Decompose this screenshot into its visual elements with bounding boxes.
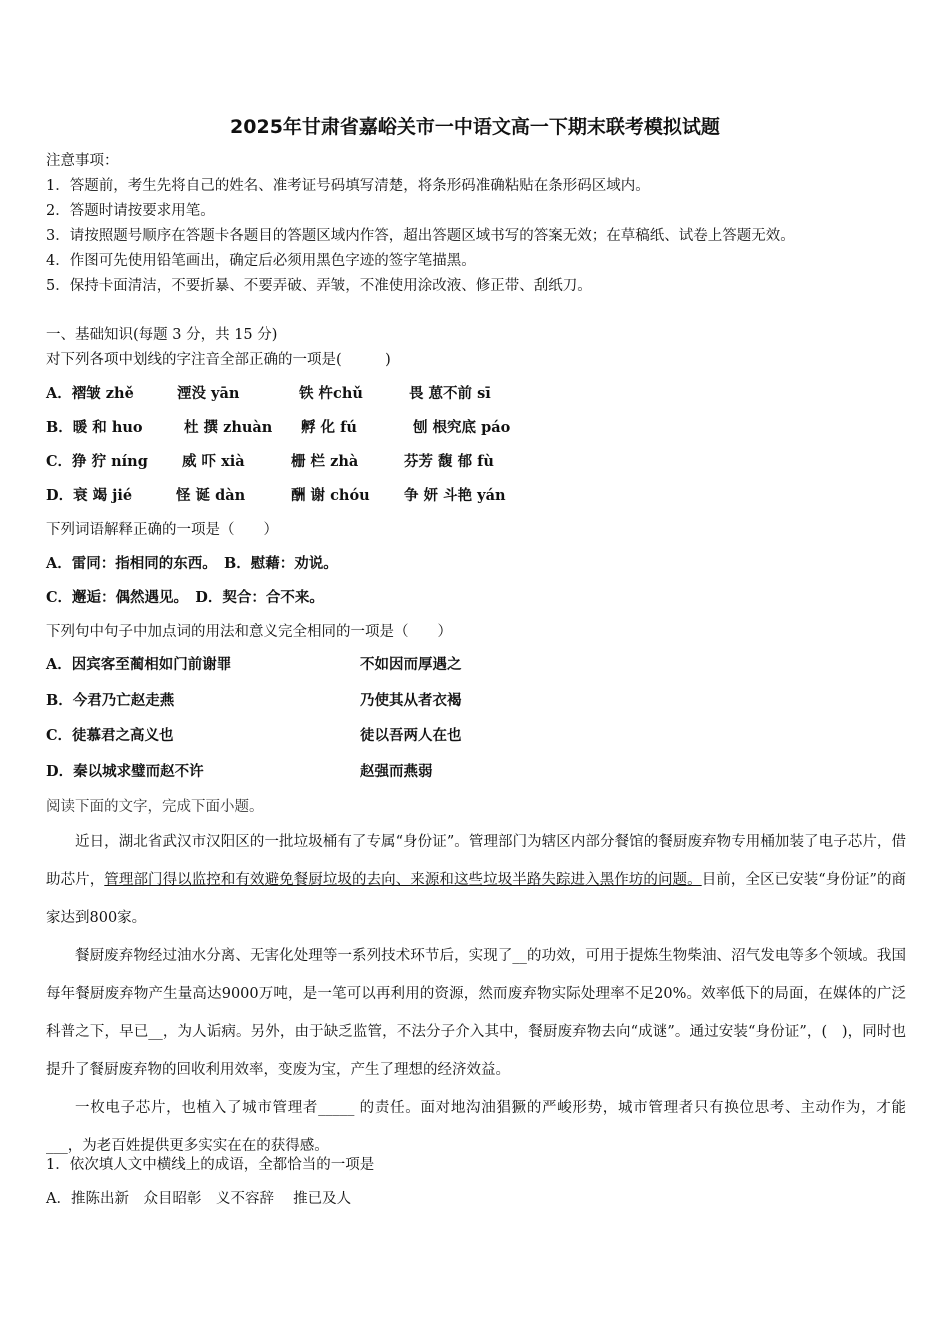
option-cell: D．衰 竭 jié — [46, 487, 133, 504]
option-row — [46, 384, 950, 404]
option-cell: 徒以吾两人在也 — [360, 727, 462, 744]
option-cell: 栅 栏 zhà — [291, 453, 359, 470]
option-cell: D．秦以城求璧而赵不许 — [46, 763, 204, 780]
option-cell: C．徒慕君之高义也 — [46, 727, 174, 744]
paragraph: 一枚电子芯片，也植入了城市管理者_____ 的责任。面对地沟油猖獗的严峻形势，城市管理者只有换位思考、主动作为，才能___，为老百姓提供更多实实在在的获得感。 — [46, 1100, 906, 1154]
notice-heading: 注意事项： — [46, 153, 119, 169]
paragraph: 餐厨废弃物经过油水分离、无害化处理等一系列技术环节后，实现了__的功效，可用于提炼生物柴油、沼气发电等多个领域。我国每年餐厨废弃物产生量高达9000万吨，是一笔可以再利用的资源，然而废弃物实际处理率不足20%。效率低下的局面，在媒体的广泛科普之下，早已__，为人诟病。另外，由于缺乏监管，不法分子介入其中，餐厨废弃物去向“成谜”。通过安装“身份证”，( )，同时也提升了餐厨废弃物的回收利用效率，变废为宝，产生了理想的经济效益。 — [46, 948, 906, 1078]
section-heading: 一、基础知识(每题 3 分，共 15 分) — [46, 327, 278, 343]
option-row: C．邂逅：偶然遇见。 D．契合：合不来。 — [46, 589, 324, 606]
reading-intro: 阅读下面的文字，完成下面小题。 — [46, 799, 264, 815]
page-title: 2025年甘肃省嘉峪关市一中语文高一下期末联考模拟试题 — [230, 116, 720, 138]
option-cell: B．暖 和 huo — [46, 419, 143, 436]
option-row — [46, 655, 950, 675]
reading-passage — [46, 823, 906, 1165]
option-cell: 铁 杵chǔ — [299, 385, 363, 402]
option-cell: 争 妍 斗艳 yán — [404, 487, 506, 504]
option-row — [46, 486, 950, 506]
option-row — [46, 762, 950, 782]
option-cell: 威 吓 xià — [182, 453, 245, 470]
notice-item: 2．答题时请按要求用笔。 — [46, 203, 215, 219]
option-cell: 孵 化 fú — [301, 419, 357, 436]
option-cell: 杜 撰 zhuàn — [184, 419, 273, 436]
option-cell: 刨 根究底 páo — [413, 419, 511, 436]
option-cell: 怪 诞 dàn — [176, 487, 246, 504]
option-cell: 酬 谢 chóu — [291, 487, 370, 504]
option-cell: 湮没 yān — [177, 385, 240, 402]
option-cell: A．因宾客至蔺相如门前谢罪 — [46, 656, 232, 673]
question-stem: 下列句中句子中加点词的用法和意义完全相同的一项是（ ） — [46, 624, 452, 640]
option-cell: A．褶皱 zhě — [46, 385, 134, 402]
option-cell: 不如因而厚遇之 — [360, 656, 462, 673]
option-row — [46, 691, 950, 711]
option-row — [46, 452, 950, 472]
notice-item: 5．保持卡面清洁，不要折暴、不要弄破、弄皱，不准使用涂改液、修正带、刮纸刀。 — [46, 278, 592, 294]
option-cell: 乃使其从者衣褐 — [360, 692, 462, 709]
option-row — [46, 418, 950, 438]
paragraph-text: 目前，全区已安装“身份证”的商家达到800家。 — [46, 872, 907, 926]
question-stem: 对下列各项中划线的字注音全部正确的一项是( ) — [46, 352, 391, 368]
paragraph — [46, 823, 906, 937]
option-cell: 畏 葸不前 sī — [409, 385, 491, 402]
option-row — [46, 726, 950, 746]
question-stem: 下列词语解释正确的一项是（ ） — [46, 522, 278, 538]
underlined-sentence: 管理部门得以监控和有效避免餐厨垃圾的去向、来源和这些垃圾半路失踪进入黑作坊的问题。 — [104, 872, 702, 888]
option-cell: C．狰 狞 níng — [46, 453, 148, 470]
notice-item: 3．请按照题号顺序在答题卡各题目的答题区域内作答，超出答题区域书写的答案无效；在草稿纸、试卷上答题无效。 — [46, 228, 795, 244]
option-cell: 芬芳 馥 郁 fù — [404, 453, 494, 470]
option-row: A．雷同：指相同的东西。 B．慰藉：劝说。 — [46, 555, 338, 572]
option-row: A．推陈出新 众目昭彰 义不容辞 推已及人 — [46, 1191, 352, 1207]
option-cell: B．今君乃亡赵走燕 — [46, 692, 175, 709]
paragraph-text: 近日，湖北省武汉市汉阳区的一批垃圾桶有了专属“身份证”。管理部门为辖区内部分餐馆的餐厨废弃物专用桶加装了电子芯片，借助芯片， — [46, 834, 906, 888]
question-stem: 1．依次填人文中横线上的成语，全都恰当的一项是 — [46, 1157, 375, 1173]
notice-item: 1．答题前，考生先将自己的姓名、准考证号码填写清楚，将条形码准确粘贴在条形码区域内。 — [46, 178, 650, 194]
option-cell: 赵强而燕弱 — [360, 763, 433, 780]
notice-item: 4．作图可先使用铅笔画出，确定后必须用黑色字迹的签字笔描黑。 — [46, 253, 476, 269]
